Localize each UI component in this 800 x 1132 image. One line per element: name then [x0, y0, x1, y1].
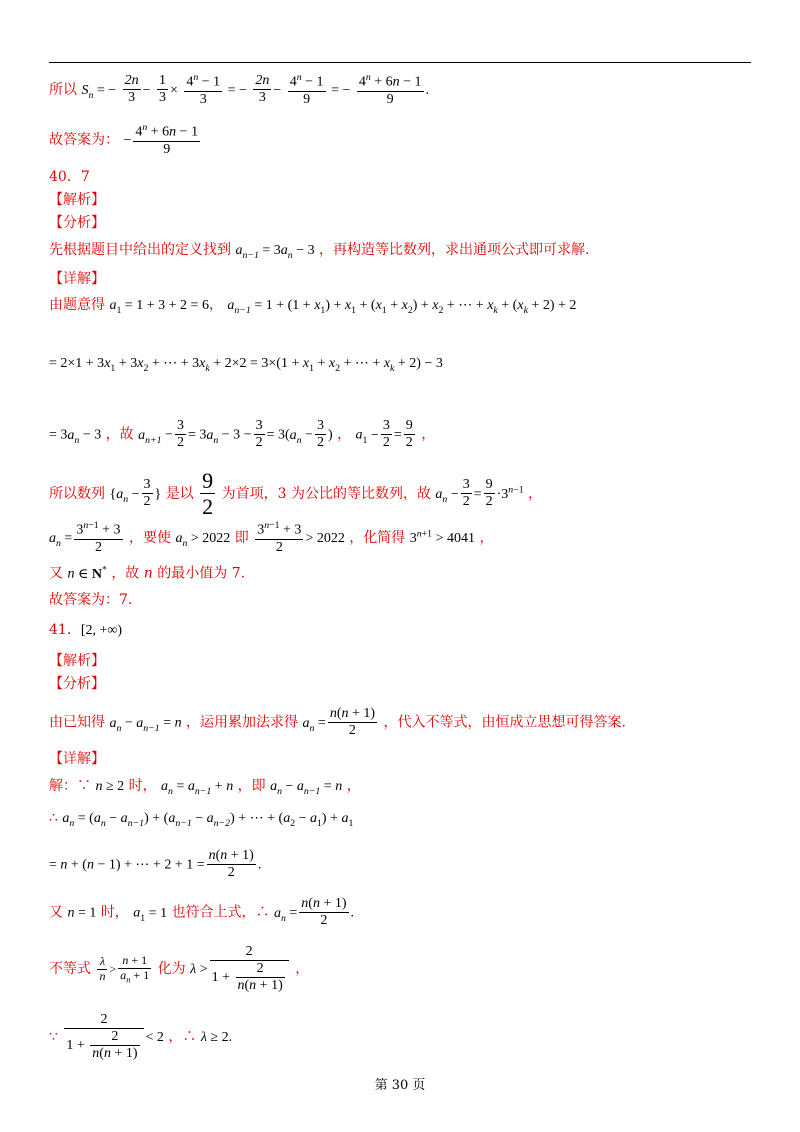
p41-detail-4: 又 n = 1 时， $a_1 = 1$ 也符合上式，∴ $a_n$ = $\frac{n(n + 1)}{2}$ .	[49, 896, 355, 929]
p41-detail-5: 不等式 $\frac{\lambda}{n}$ > $\frac{n + 1}{a_n + 1}$ 化为 λ > 2 1 + $\frac{2}{n(n + 1)}$ ，	[49, 944, 310, 994]
p41-number: 41．[2, +∞)	[49, 622, 123, 638]
p41-detail-3: = n + (n − 1) + ⋯ + 2 + 1 = $\frac{n(n + 1)}{2}$ .	[49, 848, 262, 881]
p40-detail-4: 所以数列 {$a_n$ − $\frac{3}{2}$ } 是以 $\frac{9}{2}$ 为首项，3 为公比的等比数列，故 $a_n$ − $\frac{3}{2}$ = $\frac{9}{2}$ $\cdot 3^{n-1}$ ，	[49, 468, 543, 520]
p40-detail-5: $a_n$ = $\frac{3^{n-1} + 3}{2}$ ，要使 $a_n > 2022$ 即 $\frac{3^{n-1} + 3}{2}$ > 2022 ，化简得 $3^{n+1} > 4041$ ，	[49, 520, 494, 555]
p40-xiangjie-heading: 【详解】	[49, 271, 105, 287]
p40-detail-6: 又 n ∈ N* ，故 n 的最小值为 7.	[49, 564, 246, 582]
p41-fenxi-heading: 【分析】	[49, 676, 105, 692]
p40-answer: 故答案为：7.	[49, 592, 133, 608]
p40-detail-1: 由题意得 $a_1 = 1 + 3 + 2 = 6$， $a_{n-1} = 1 + (1 + x_1) + x_1 + (x_1 + x_2) + x_2$ + ⋯ + $x_k + (x_k + 2) + 2$	[49, 297, 577, 316]
p39-answer: 故答案为： − $\frac{4^n + 6n - 1}{9}$	[49, 122, 199, 157]
p40-number: 40．7	[49, 169, 90, 185]
p41-analysis: 由已知得 $a_n - a_{n-1} = n$ ，运用累加法求得 $a_n$ = $\frac{n(n + 1)}{2}$ ，代入不等式，由恒成立思想可得答案.	[49, 706, 626, 739]
p40-detail-3: = $3a_n - 3$ ，故 $a_{n+1}$ − $\frac{3}{2}$ = $3a_n - 3$ − $\frac{3}{2}$ = $3(a_n$ − $\frac{3}{2}$ ) ， $a_1$ − $\frac{3}{2}$ = $\frac{9}{2}$ ，	[49, 418, 436, 451]
p40-fenxi-heading: 【分析】	[49, 215, 105, 231]
p40-analysis: 先根据题目中给出的定义找到 $a_{n-1} = 3a_n - 3$ ，再构造等比数列，求出通项公式即可求解.	[49, 242, 590, 261]
p41-xiangjie-heading: 【详解】	[49, 751, 105, 767]
header-rule	[49, 62, 751, 63]
p40-jiexi-heading: 【解析】	[49, 192, 105, 208]
p41-detail-2: ∴ $a_n = (a_n - a_{n-1}) + (a_{n-1} - a_{n-2})$ + ⋯ + $(a_2 - a_1) + a_1$	[49, 810, 354, 829]
p41-jiexi-heading: 【解析】	[49, 653, 105, 669]
p41-detail-6: ∵ 2 1 + $\frac{2}{n(n + 1)}$ < 2 ，∴ λ ≥ 2.	[49, 1012, 233, 1062]
p41-detail-1: 解：∵ n ≥ 2 时， $a_n = a_{n-1} + n$ ，即 $a_n - a_{n-1} = n$ ，	[49, 778, 361, 797]
p40-detail-2: = $2\times 1 + 3x_1 + 3x_2$ + ⋯ + $3x_k + 2\times 2 = 3\times(1 + x_1 + x_2$ + ⋯ + $x_k + 2) - 3$	[49, 356, 443, 374]
page-footer: 第 30 页	[374, 1078, 426, 1093]
p39-sum-line: 所以 $S_n$ = − $\frac{2n}{3}$ − $\frac{1}{3}$ × $\frac{4^n - 1}{3}$ = − $\frac{2n}{3}$ − $\frac{4^n - 1}{9}$ = − $\frac{4^n + 6n - 1}{9}$ .	[49, 72, 430, 107]
